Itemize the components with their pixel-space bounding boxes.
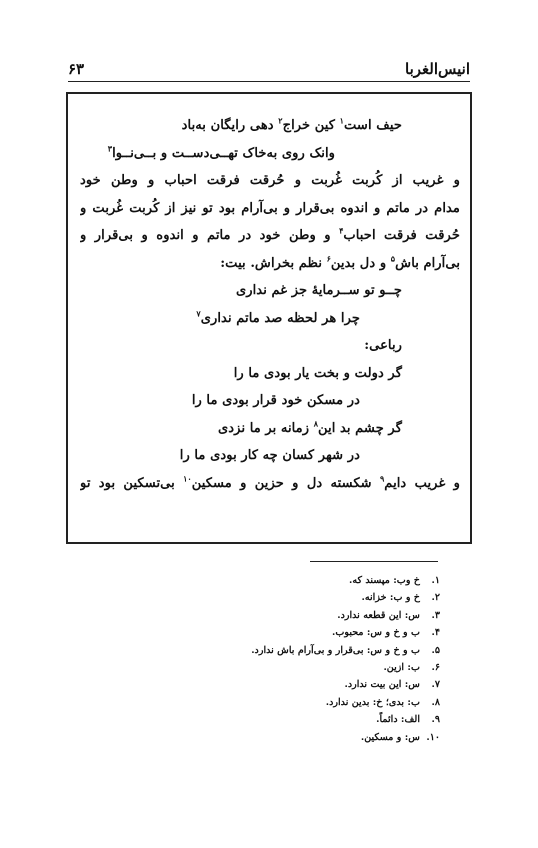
footnote-number: ۵. (431, 644, 440, 656)
rubai-line-1: گر دولت و بخت یار بودی ما را (233, 365, 402, 381)
prose-text: و دل بدین (330, 255, 391, 271)
verse-text: کین خراج (282, 118, 340, 133)
prose-text: بی‌تسکین بود تو (80, 475, 184, 491)
page-number: ۶۳ (68, 60, 85, 78)
footnote-ref: ۴ (339, 225, 344, 236)
prose-line-5 (80, 470, 460, 498)
prose-line-2: مدام در ماتم و اندوه بی‌قرار و بی‌آرام بود تو نیز از کُربت غُربت و (80, 200, 460, 216)
footnote-text: س: این بیت ندارد. (344, 679, 420, 691)
verse-text: گر چشم بد این (318, 420, 402, 436)
footnote-text: الف: دائماً. (376, 714, 420, 726)
prose-text: و غریب دایم (384, 475, 460, 491)
footnote-text: خ و ب: خزانه. (361, 592, 420, 604)
footnotes (200, 572, 440, 746)
verse-text: حیف است (343, 118, 402, 133)
footnote-ref: ۶ (326, 253, 331, 264)
verse-line-2 (80, 140, 460, 168)
footnote-text: ب و خ و س: محبوب. (332, 627, 420, 639)
footnote (200, 711, 440, 728)
footnote-number: ۲. (431, 592, 440, 604)
footnote-ref: ۲ (278, 115, 283, 126)
verse-line-1 (80, 112, 460, 140)
prose-text: و وطن خود در ماتم و اندوه و بی‌قرار و (80, 228, 340, 243)
footnote (200, 607, 440, 624)
prose-text: شکسته دل و حزین و مسکین (191, 475, 380, 491)
footnote-text: ب و خ و س: بی‌قرار و بی‌آرام باش ندارد. (251, 644, 420, 656)
footnote-separator (310, 561, 438, 562)
footnote-ref: ۵ (390, 253, 396, 264)
footnote (200, 729, 440, 746)
footnote-number: ۸. (431, 696, 440, 708)
verse-text: چرا هر لحظه صد ماتم نداری (200, 310, 360, 326)
verse-text: زمانه بر ما نزدی (217, 420, 314, 436)
footnote (200, 659, 440, 676)
footnote (200, 589, 440, 606)
footnote-ref: ۸ (313, 418, 318, 429)
running-header (68, 56, 470, 82)
prose-line-1: و غریب از کُربت غُربت و حُرقت فرقت احباب و وطن خود (80, 173, 460, 188)
main-text (80, 112, 460, 497)
prose-text: بی‌آرام باش (395, 255, 460, 271)
footnote-ref: ۷ (196, 308, 201, 319)
footnote-number: ۶. (431, 661, 440, 673)
footnote-number: ۱۰. (426, 731, 440, 743)
footnote-ref: ۹ (380, 473, 385, 484)
rubai-line-4: در شهر کسان چه کار بودی ما را (179, 448, 360, 463)
verse-text: دهی رایگان به‌باد (181, 118, 279, 133)
footnote (200, 642, 440, 659)
footnote-text: ب: ازین. (383, 661, 420, 673)
footnote-ref: ۱ (339, 115, 344, 126)
footnote-text: ب: بدی؛ خ: بدین ندارد. (325, 696, 420, 708)
prose-line-4 (80, 250, 460, 278)
footnote-text: س: این قطعه ندارد. (337, 609, 420, 621)
footnote (200, 676, 440, 693)
footnote-ref: ۳ (107, 143, 113, 154)
verse-text: وانک روی به‌خاک تهــی‌دســت و بــی‌نــوا (112, 145, 335, 161)
footnote-number: ۱. (431, 575, 440, 586)
rubai-label: رباعی: (364, 338, 402, 353)
footnote-number: ۷. (431, 679, 440, 691)
footnote-number: ۴. (431, 627, 440, 639)
running-title: انیس‌الغربا (405, 60, 470, 78)
footnote (200, 694, 440, 711)
verse-line-3: چــو تو ســرمایهٔ جز غم نداری (235, 283, 402, 298)
rubai-line-2: در مسکن خود قرار بودی ما را (191, 393, 360, 408)
verse-line-4 (80, 305, 460, 333)
footnote-text: خ وب: مپسند که. (349, 575, 420, 586)
footnote-ref: ۱۰ (183, 473, 192, 484)
footnote-text: س: و مسکین. (360, 731, 420, 743)
prose-text: حُرقت فرقت احباب (343, 228, 460, 243)
prose-text: نظم بخراش. بیت: (220, 255, 327, 271)
footnote (200, 624, 440, 641)
header-rule (68, 81, 470, 82)
footnote-number: ۹. (431, 714, 440, 726)
prose-line-3 (80, 222, 460, 250)
footnote (200, 572, 440, 589)
rubai-line-3 (80, 415, 460, 443)
footnote-number: ۳. (431, 609, 440, 621)
